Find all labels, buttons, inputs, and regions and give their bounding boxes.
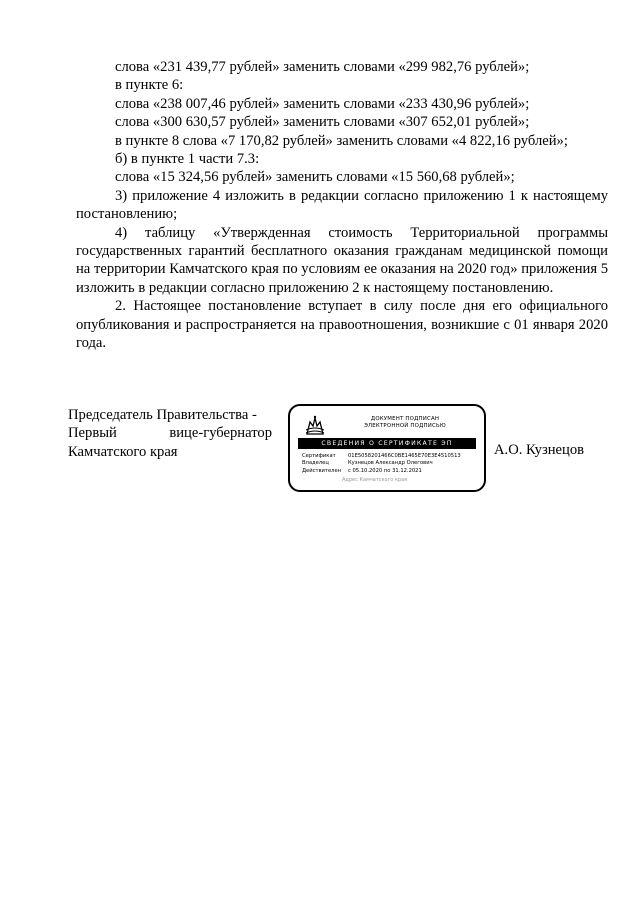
paragraph: в пункте 6: <box>115 77 184 94</box>
stamp-row <box>302 460 482 467</box>
paragraph: слова «15 324,56 рублей» заменить словами «15 560,68 рублей»; <box>115 169 515 186</box>
signatory-title-word: вице-губернатор <box>169 425 272 442</box>
paragraph: б) в пункте 1 части 7.3: <box>115 151 260 168</box>
coat-of-arms-icon <box>304 414 326 436</box>
paragraph: в пункте 8 слова «7 170,82 рублей» заменить словами «4 822,16 рублей»; <box>115 132 568 149</box>
stamp-bar: СВЕДЕНИЯ О СЕРТИФИКАТЕ ЭП <box>298 438 476 449</box>
paragraph: слова «300 630,57 рублей» заменить словами «307 652,01 рублей»; <box>115 114 530 131</box>
stamp-row <box>302 468 482 475</box>
stamp-row-key: Владелец <box>302 460 329 467</box>
stamp-row-value: с 05.10.2020 по 31.12.2021 <box>348 467 422 474</box>
signatory-title-line <box>68 424 272 442</box>
stamp-row-value: Кузнецов Александр Олегович <box>348 460 433 467</box>
paragraph: слова «238 007,46 рублей» заменить словами «233 430,96 рублей»; <box>115 95 530 112</box>
document-body <box>76 58 608 353</box>
stamp-note: Адрес Камчатского края <box>342 477 408 483</box>
stamp-details <box>302 453 482 475</box>
e-signature-stamp <box>288 404 486 492</box>
signatory-title <box>68 406 278 461</box>
signatory-title-word: Первый <box>68 425 117 442</box>
paragraph: 2. Настоящее постановление вступает в силу после дня его официального опубликования и распространяется на правоотношения, возникшие с 01 января 2020 года. <box>76 298 608 352</box>
signatory-title-line: Камчатского края <box>68 443 178 460</box>
paragraph: 4) таблицу «Утвержденная стоимость Территориальной программы государственных гарантий бесплатного оказания гражданам медицинской помощи на территории Камчатского края по условиям ее оказания на 2020 год» приложения 5 изложить в редакции согласно приложению 2 к настоящему постановлению. <box>76 224 608 296</box>
signatory-name: А.О. Кузнецов <box>494 442 585 458</box>
stamp-header-line: ЭЛЕКТРОННОЙ ПОДПИСЬЮ <box>364 423 446 429</box>
stamp-header <box>330 416 480 430</box>
stamp-header-line: ДОКУМЕНТ ПОДПИСАН <box>370 416 440 422</box>
paragraph: слова «231 439,77 рублей» заменить словами «299 982,76 рублей»; <box>115 59 530 75</box>
stamp-row-key: Действителен <box>302 467 342 474</box>
paragraph: 3) приложение 4 изложить в редакции согласно приложению 1 к настоящему постановлению; <box>76 187 608 223</box>
stamp-row <box>302 453 482 460</box>
signatory-title-line: Председатель Правительства - <box>68 407 257 423</box>
stamp-row-value: 01E5058201466C0BE1465E70E3E4510513 <box>348 453 461 459</box>
stamp-row-key: Сертификат <box>302 453 336 459</box>
